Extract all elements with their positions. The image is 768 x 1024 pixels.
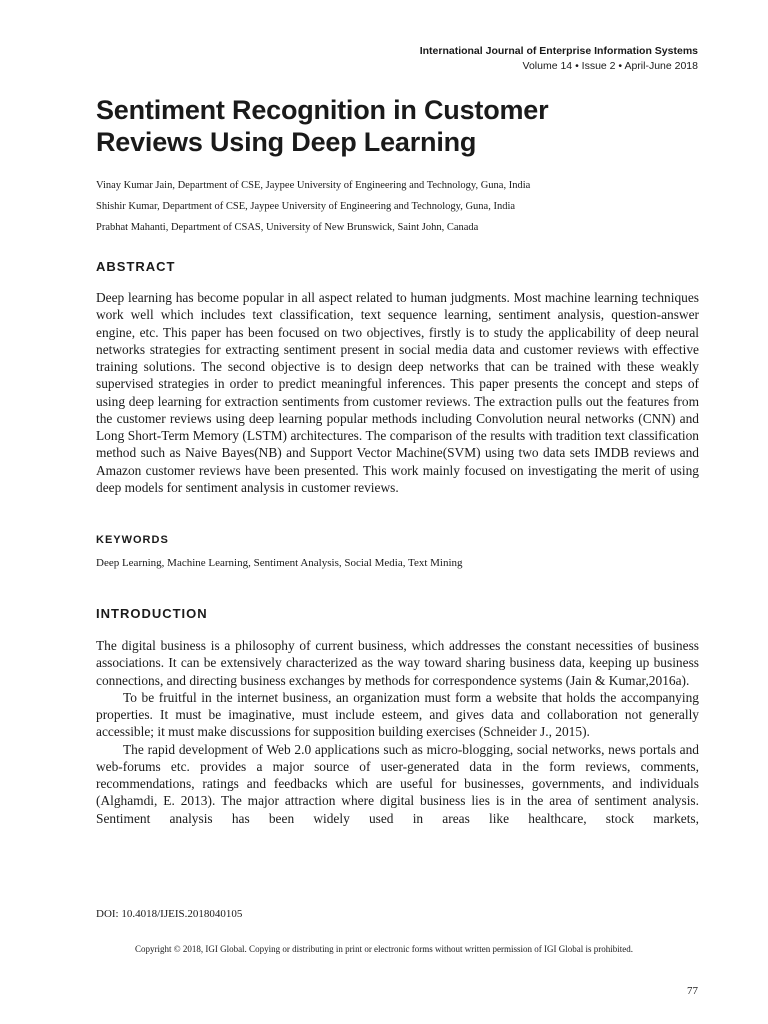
paper-title-line-1: Sentiment Recognition in Customer xyxy=(96,95,549,125)
keywords-text: Deep Learning, Machine Learning, Sentiment Analysis, Social Media, Text Mining xyxy=(96,557,463,569)
paper-title-line-2: Reviews Using Deep Learning xyxy=(96,127,477,157)
abstract-text: Deep learning has become popular in all aspect related to human judgments. Most machine learning techniques work well which includes text classification, text sequence learning, sentiment analysis, question-answer engine, etc. This paper has been focused on two objectives, firstly is to study the applicability of deep neural networks strategies for extracting sentiment present in social media data and customer reviews with effective training solutions. The second objective is to design deep networks that can be trained with these weakly supervised strategies in order to predict meaningful inferences. This paper presents the concept and steps of using deep learning for extraction sentiments from customer reviews. The extraction pulls out the features from the customer reviews using deep learning popular methods including Convolution neural networks (CNN) and Long Short-Term Memory (LSTM) architectures. The comparison of the results with tradition text classification method such as Naive Bayes(NB) and Support Vector Machine(SVM) using two data sets IMDB reviews and Amazon customer reviews have been presented. This work mainly focused on investigating the merit of using deep models for sentiment analysis in customer reviews. xyxy=(96,290,699,495)
journal-volume-info: Volume 14 • Issue 2 • April-June 2018 xyxy=(522,60,698,72)
author-affiliation: Vinay Kumar Jain, Department of CSE, Jaypee University of Engineering and Technology, Guna, India xyxy=(96,180,531,191)
introduction-paragraph: To be fruitful in the internet business, an organization must form a website that holds the accompanying properties. It must be imaginative, must include esteem, and gives data and collaboration not generally accessible; it must make discussions for supposition building exercises (Schneider J., 2015). xyxy=(96,689,699,740)
journal-header xyxy=(420,44,698,74)
abstract-heading: ABSTRACT xyxy=(96,259,176,274)
paper-title xyxy=(96,94,696,158)
copyright-notice: Copyright © 2018, IGI Global. Copying or distributing in print or electronic forms without written permission of IGI Global is prohibited. xyxy=(134,944,634,954)
page-number: 77 xyxy=(687,985,698,997)
author-affiliation: Prabhat Mahanti, Department of CSAS, University of New Brunswick, Saint John, Canada xyxy=(96,222,479,233)
journal-name: International Journal of Enterprise Information Systems xyxy=(419,45,698,57)
introduction-paragraph: The rapid development of Web 2.0 applications such as micro-blogging, social networks, news portals and web-forums etc. provides a major source of user-generated data in the form reviews, comments, recommendations, ratings and feedbacks which are useful for businesses, governments, and individuals (Alghamdi, E. 2013). The major attraction where digital business lies is in the area of sentiment analysis. Sentiment analysis has been widely used in areas like healthcare, stock markets, xyxy=(96,741,699,826)
author-affiliation: Shishir Kumar, Department of CSE, Jaypee University of Engineering and Technology, Guna, India xyxy=(96,201,516,212)
author-list xyxy=(96,175,696,238)
introduction-paragraph: The digital business is a philosophy of current business, which addresses the constant necessities of business associations. It can be extensively characterized as the way toward sharing business data, keeping up business connections, and directing business exchanges by methods for correspondence systems (Jain & Kumar,2016a). xyxy=(96,638,699,688)
doi-link[interactable]: DOI: 10.4018/IJEIS.2018040105 xyxy=(96,908,243,920)
introduction-body xyxy=(96,637,699,827)
introduction-heading: INTRODUCTION xyxy=(96,606,208,621)
keywords-heading: KEYWORDS xyxy=(96,534,169,546)
